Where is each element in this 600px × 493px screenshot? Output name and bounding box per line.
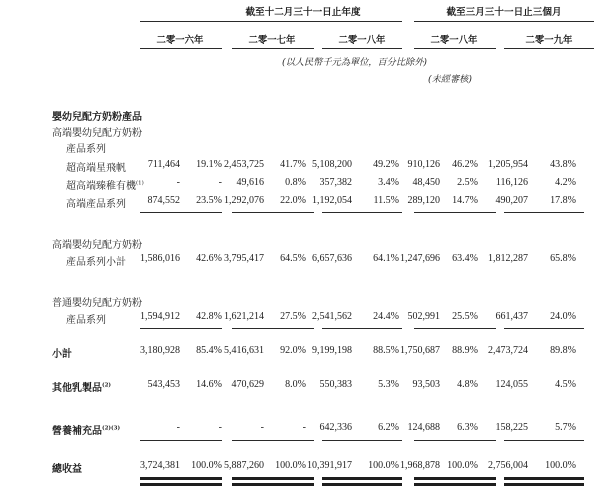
row-label-subtotal: 小計 xyxy=(52,349,72,360)
section-title: 嬰幼兒配方奶粉產品 xyxy=(52,112,142,123)
cell: 41.7% xyxy=(280,159,306,170)
cell: 1,621,214 xyxy=(224,311,264,322)
cell: 642,336 xyxy=(319,422,352,433)
row-label-high-end: 高端產品系列 xyxy=(66,199,126,210)
footnote-marker: (1) xyxy=(136,180,144,187)
cell: 64.1% xyxy=(373,253,399,264)
rule xyxy=(414,328,496,329)
cell: 46.2% xyxy=(452,159,478,170)
cell: 490,207 xyxy=(495,195,528,206)
cell: 2,756,004 xyxy=(488,460,528,471)
cell: 64.5% xyxy=(280,253,306,264)
cell: 1,812,287 xyxy=(488,253,528,264)
cell: 48,450 xyxy=(412,177,440,188)
rule xyxy=(414,440,496,441)
row-label-regular-line2: 產品系列 xyxy=(66,315,106,326)
cell: 158,225 xyxy=(495,422,528,433)
cell: 100.0% xyxy=(447,460,478,471)
cell: 17.8% xyxy=(550,195,576,206)
cell: 1,247,696 xyxy=(400,253,440,264)
cell: 22.0% xyxy=(280,195,306,206)
total-rule xyxy=(232,483,314,486)
cell: 24.4% xyxy=(373,311,399,322)
cell: 10,391,917 xyxy=(307,460,352,471)
cell: 1,192,054 xyxy=(312,195,352,206)
rule xyxy=(232,328,314,329)
total-rule xyxy=(414,477,496,480)
cell: - xyxy=(218,422,222,433)
footnote-marker: (2) xyxy=(102,382,112,389)
row-label-regular-line1: 普通嬰幼兒配方奶粉 xyxy=(52,298,142,309)
year-rule-2019-q1 xyxy=(504,48,594,49)
total-rule xyxy=(232,477,314,480)
cell: 550,383 xyxy=(319,379,352,390)
cell: 8.0% xyxy=(285,379,306,390)
cell: 124,688 xyxy=(407,422,440,433)
cell: 88.5% xyxy=(373,345,399,356)
rule xyxy=(414,212,496,213)
cell: 6.3% xyxy=(457,422,478,433)
cell: 100.0% xyxy=(275,460,306,471)
row-label-high-end-subtotal-line2: 產品系列小計 xyxy=(66,257,126,268)
cell: 5.3% xyxy=(378,379,399,390)
rule xyxy=(140,212,222,213)
cell: 27.5% xyxy=(280,311,306,322)
high-end-series-title-line1: 高端嬰幼兒配方奶粉 xyxy=(52,128,142,139)
cell: 116,126 xyxy=(495,177,528,188)
cell: 5,887,260 xyxy=(224,460,264,471)
cell: 4.8% xyxy=(457,379,478,390)
cell: 100.0% xyxy=(191,460,222,471)
cell: 43.8% xyxy=(550,159,576,170)
rule xyxy=(322,328,402,329)
cell: 0.8% xyxy=(285,177,306,188)
total-rule xyxy=(504,477,584,480)
total-rule xyxy=(504,483,584,486)
cell: 5,416,631 xyxy=(224,345,264,356)
rule xyxy=(232,212,314,213)
footnote-marker: (2)(3) xyxy=(102,425,121,432)
rule xyxy=(504,328,584,329)
cell: 2,453,725 xyxy=(224,159,264,170)
cell: 4.2% xyxy=(555,177,576,188)
cell: 1,594,912 xyxy=(140,311,180,322)
cell: 5.7% xyxy=(555,422,576,433)
cell: 88.9% xyxy=(452,345,478,356)
cell: 874,552 xyxy=(147,195,180,206)
header-annual-period: 截至十二月三十一日止年度 xyxy=(245,7,361,18)
cell: - xyxy=(302,422,306,433)
cell: 42.6% xyxy=(196,253,222,264)
cell: 1,586,016 xyxy=(140,253,180,264)
cell: 89.8% xyxy=(550,345,576,356)
cell: 502,991 xyxy=(407,311,440,322)
cell: 661,437 xyxy=(495,311,528,322)
cell: 289,120 xyxy=(407,195,440,206)
cell: 1,205,954 xyxy=(488,159,528,170)
cell: 910,126 xyxy=(407,159,440,170)
cell: 4.5% xyxy=(555,379,576,390)
cell: 2,473,724 xyxy=(488,345,528,356)
cell: 19.1% xyxy=(196,159,222,170)
year-header-2018: 二零一八年 xyxy=(338,35,386,46)
cell: 14.7% xyxy=(452,195,478,206)
cell: 3.4% xyxy=(378,177,399,188)
cell: 85.4% xyxy=(196,345,222,356)
cell: 11.5% xyxy=(373,195,399,206)
row-label-super-star: 超高端星飛帆 xyxy=(66,163,126,174)
total-rule xyxy=(322,483,402,486)
cell: 49.2% xyxy=(373,159,399,170)
cell: 92.0% xyxy=(280,345,306,356)
year-rule-2018 xyxy=(322,48,402,49)
rule xyxy=(322,440,402,441)
cell: 1,292,076 xyxy=(224,195,264,206)
year-header-2016: 二零一六年 xyxy=(156,35,204,46)
cell: 42.8% xyxy=(196,311,222,322)
cell: 470,629 xyxy=(231,379,264,390)
row-label-total: 總收益 xyxy=(52,464,82,475)
cell: 6,657,636 xyxy=(312,253,352,264)
high-end-series-title-line2: 產品系列 xyxy=(66,144,106,155)
cell: - xyxy=(176,177,180,188)
cell: 711,464 xyxy=(147,159,180,170)
total-rule xyxy=(140,477,222,480)
year-rule-2017 xyxy=(232,48,314,49)
cell: 2,541,562 xyxy=(312,311,352,322)
cell: 65.8% xyxy=(550,253,576,264)
year-header-2017: 二零一七年 xyxy=(248,35,296,46)
cell: 3,724,381 xyxy=(140,460,180,471)
cell: 9,199,198 xyxy=(312,345,352,356)
total-rule xyxy=(140,483,222,486)
cell: - xyxy=(176,422,180,433)
total-rule xyxy=(322,477,402,480)
unit-note: (以人民幣千元為單位，百分比除外) xyxy=(282,57,427,68)
cell: 357,382 xyxy=(319,177,352,188)
cell: 6.2% xyxy=(378,422,399,433)
total-rule xyxy=(414,483,496,486)
header-quarter-period: 截至三月三十一日止三個月 xyxy=(446,7,562,18)
cell: 25.5% xyxy=(452,311,478,322)
year-header-2019-q1: 二零一九年 xyxy=(525,35,573,46)
header-annual-rule xyxy=(140,21,402,22)
cell: 24.0% xyxy=(550,311,576,322)
cell: - xyxy=(260,422,264,433)
rule xyxy=(504,212,584,213)
cell: 100.0% xyxy=(368,460,399,471)
cell: 14.6% xyxy=(196,379,222,390)
cell: 543,453 xyxy=(147,379,180,390)
rule xyxy=(232,440,314,441)
cell: 5,108,200 xyxy=(312,159,352,170)
rule xyxy=(504,440,584,441)
row-label-text: 營養補充品 xyxy=(52,426,102,437)
row-label-text: 其他乳製品 xyxy=(52,383,102,394)
row-label-text: 超高端臻稚有機 xyxy=(66,181,136,192)
unaudited-note: (未經審核) xyxy=(428,74,472,85)
cell: 3,795,417 xyxy=(224,253,264,264)
cell: 49,616 xyxy=(236,177,264,188)
cell: 3,180,928 xyxy=(140,345,180,356)
rule xyxy=(140,328,222,329)
cell: 2.5% xyxy=(457,177,478,188)
cell: 1,750,687 xyxy=(400,345,440,356)
year-rule-2018-q1 xyxy=(414,48,496,49)
cell: 63.4% xyxy=(452,253,478,264)
rule xyxy=(322,212,402,213)
cell: 93,503 xyxy=(412,379,440,390)
cell: 100.0% xyxy=(545,460,576,471)
cell: 124,055 xyxy=(495,379,528,390)
cell: 23.5% xyxy=(196,195,222,206)
year-header-2018-q1: 二零一八年 xyxy=(430,35,478,46)
cell: 1,968,878 xyxy=(400,460,440,471)
year-rule-2016 xyxy=(140,48,222,49)
row-label-high-end-subtotal-line1: 高端嬰幼兒配方奶粉 xyxy=(52,240,142,251)
rule xyxy=(140,440,222,441)
cell: - xyxy=(218,177,222,188)
header-quarter-rule xyxy=(414,21,594,22)
